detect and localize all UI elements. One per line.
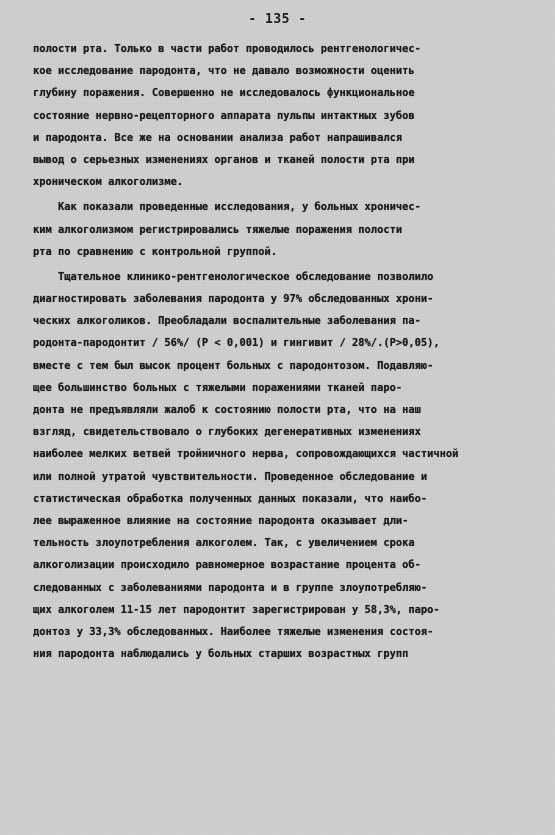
text-line: рта по сравнению с контрольной группой. (33, 245, 277, 258)
text-line: наиболее мелких ветвей тройничного нерва, сопровождающихся частичной (33, 448, 459, 461)
text-line: Тщательное клинико-рентгенологическое обследование позволило (33, 270, 434, 283)
text-line: ким алкоголизмом регистрировались тяжелые поражения полости (33, 223, 403, 236)
text-line: родонта-пародонтит / 56%/ (P < 0,001) и гингивит / 28%/.(P>0,05), (33, 337, 440, 350)
body-text (33, 38, 521, 665)
text-line: донтоз у 33,3% обследованных. Наиболее тяжелые изменения состоя- (33, 625, 434, 638)
text-line: алкоголизации происходило равномерное возрастание процента об- (33, 559, 421, 572)
text-line: диагностировать заболевания пародонта у 97% обследованных хрони- (33, 293, 434, 306)
page-number: - 135 - (248, 12, 307, 27)
text-line: следованных с заболеваниями пародонта и в группе злоупотребляю- (33, 581, 428, 594)
text-line: ческих алкоголиков. Преобладали воспалительные заболевания па- (33, 315, 421, 328)
text-line: и пародонта. Все же на основании анализа работ напрашивался (33, 131, 403, 144)
text-line: или полной утратой чувствительности. Проведенное обследование и (33, 470, 428, 483)
text-line: кое исследование пародонта, что не давало возможности оценить (33, 65, 415, 78)
text-line: лее выраженное влияние на состояние пародонта оказывает дли- (33, 514, 409, 527)
text-line: статистическая обработка полученных данных показали, что наибо- (33, 492, 428, 505)
text-line: полости рта. Только в части работ проводилось рентгенологичес- (33, 43, 421, 55)
text-line: тельность злоупотребления алкоголем. Так, с увеличением срока (33, 537, 415, 550)
text-line: вывод о серьезных изменениях органов и тканей полости рта при (33, 153, 415, 166)
text-line: щих алкоголем 11-15 лет пародонтит зарегистрирован у 58,3%, паро- (33, 603, 440, 616)
text-line: донта не предъявляли жалоб к состоянию полости рта, что на наш (33, 404, 421, 416)
text-line: хроническом алкоголизме. (33, 176, 184, 189)
text-line: вместе с тем был высок процент больных с пародонтозом. Подавляю- (33, 359, 434, 372)
text-line: глубину поражения. Совершенно не исследовалось функциональное (33, 87, 415, 100)
text-line: ния пародонта наблюдались у больных старших возрастных групп (33, 648, 409, 661)
text-line: щее большинство больных с тяжелыми поражениями тканей паро- (33, 381, 403, 394)
text-line: Как показали проведенные исследования, у больных хроничес- (33, 201, 421, 214)
text-line: состояние нервно-рецепторного аппарата пульпы интактных зубов (33, 109, 415, 122)
text-line: взгляд, свидетельствовало о глубоких дегенеративных изменениях (33, 426, 421, 439)
